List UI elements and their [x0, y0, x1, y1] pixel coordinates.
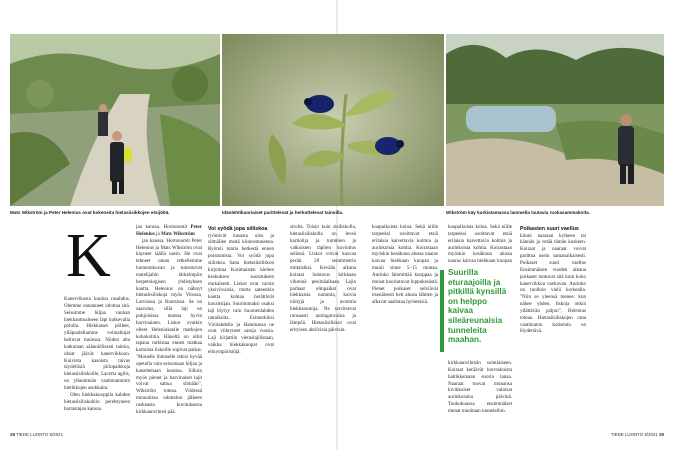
- photo-beetles: [222, 34, 444, 206]
- article-column-4: [290, 224, 356, 420]
- paragraph: kirkkaanvihreän sointiaiseen. Koiraat keräävät horroskoista haltikkeinaan suoria lanaa. Naaraat tuovat munansa kivikkoiset valoisat aurinkoisina päivinä. Toukokuussa ensimmäiset munat munitaan tunneleihin.: [448, 360, 512, 414]
- pullquote: Suurilla eturaajoilla ja pitkillä kynsillä on helppo kaivaa sileäreunaisia tunneleita maahan.: [448, 268, 507, 345]
- paragraph: jan kanssa. Hortonomit Peter Helenius ja Mats Wikström ovat käyneet täällä usein. He ovat tehneet oman retkellemme luonnonkuvan ja tutustuivat matelijahin tärkeimpiin herpetologisen yhdistyksen kautta. Helenius on nähnyt hietasiisiliskoja myös Virossa, Latviassa ja Ruotsissa. Se on saavutus, sillä laji on pohjoisissa maissa hyvin harvinainen. Liskot ovatkin olleet Heleniukselle matkojen kohokohtia. Häneltä on ollut tapana tarkistaa ennen matkaa kartoista liskoille sopivat paikat. "Monelle ihmiselle tekisi hyvää opetella vain seisomaan hiljaa ja katselemaan luontoa. Silloin myös pienet ja harvinaiset lajit voivat sattua silmään", Wikström toteaa. Viidessä minuutissa odottelun jälkeen ruskeasta kuvituksesta kirkkaanvihreä pää.: [136, 237, 202, 415]
- caption-right: Wikström käy kurkistamassa lammella lautavia ruokasammakoita.: [446, 210, 590, 215]
- pullquote-rule: [440, 270, 444, 352]
- issue-right: 5/2021: [644, 432, 658, 437]
- article-column-5: [372, 224, 438, 420]
- photo-pond: [446, 34, 664, 206]
- paragraph: Kanervikosta kuuluu rasahdus. Olemme onnanneet odottaa sitä. Seisomme hiljaa vanhan hiekkaottoalueen läpi kulkevalla polulla. Hiekkaiset pölleet, ylläpuolellamme voimalinjat heiluvat tuulessa. Niiden alta katkotaan säännöllisesti taimia, oksat jäävät kanervikkoon. Kuivista kasoista taivas täydellisiä piilopaikkoja hietasiisiliskoille, Lacerta agilis, on ylkeimmän vaatimattomin hietikkojen asukkaita.: [64, 296, 130, 391]
- name-mats-wikstrom: Mats Wikström: [160, 230, 195, 237]
- article-column-3: [208, 224, 274, 420]
- photo-men-walking-image: [10, 34, 220, 206]
- folio-left: [10, 432, 63, 437]
- magazine-name-right: TIEDE LUONTO: [610, 432, 644, 437]
- folio-right: [611, 432, 664, 437]
- photo-beetles-image: [222, 34, 444, 206]
- magazine-name-left: TIEDE LUONTO: [16, 432, 49, 437]
- paragraph: koapaikoista koloa. Sekä niille tarpeeksi osoittavat etsiä erilaisia kaivettavia kolmia ja aurinkoisia kohtia. Koirastaan myöskin kesäkuun alussa naaras kaivaa hiekkaan kuopan ja munii sinne 5–15 munaa. Aurinko lämmittää kuoppaa ja munat kuoriutuvat loppukesästä. Pienet poikaset selviävät itsenäisesti heti alusta lähtien ja alkavat saalistaa hyönteisiä.: [372, 224, 438, 306]
- article-column-1: [64, 296, 130, 420]
- article-column-2: [136, 224, 202, 420]
- article-column-7: [520, 224, 586, 420]
- paragraph: [136, 224, 202, 238]
- caption-left: Mats Wikström ja Peter Helenius ovat kokeneita hietasiisikkojen etsijöitä.: [10, 210, 170, 215]
- photo-men-walking: [10, 34, 220, 206]
- article-column-6-bottom: [448, 360, 512, 420]
- paragraph: Olen hiekkakuoppila kahden hietasiisiliskohiin perehtyneen harrastajan kanssa.: [64, 391, 130, 412]
- subhead-voi-syoda: Voi syödä jopa siiliskoa: [208, 226, 268, 232]
- name-peter-helenius: Peter Helenius: [136, 224, 202, 237]
- paragraph: koapaikoista koloa. Sekä niille tarpeeksi osoittavat etsiä erilaisia kaivettavia kolmia ja aurinkoisia kohtia. Koirastaan myöskin kesäkuun alussa naaras kaivaa hiekkaan kuopan: [448, 224, 512, 264]
- caption-middle: Idänlehtikuoriaiset parittelevat ja herkuttelevat tainoilla.: [222, 210, 344, 215]
- article-column-6-top: [448, 224, 512, 264]
- photo-pond-image: [446, 34, 664, 206]
- paragraph: ryömivät kasasta ulos ja silmäilee meitä kiinnostuneena. Ryömii tuntia hetkestä ennen poistumista. Voi syödä jopa siiliskoa Sana hietasiisiliskon kirjoittaa Kotimaisten kielten keskuksen suosituksen mukaisesti. Liskot ovat varsin yksiviivaisia, mutta sateenkin kautta kohtaa herättävät havaitsijan. Suurimmaksi osaksi laji löytyy vain Suomenlahden rannikolta. Esimerkiksi Virolahdella ja Haminassa ne ovat viihtyneet satoja vuosia. Laji kirjattiin vieraslajilistaan, vaikka hiekkakuopat ovat elinympäristöjä.: [208, 232, 274, 355]
- col2-mid: ja: [154, 230, 161, 237]
- page-number-right: 29: [659, 432, 664, 437]
- drop-cap: K: [66, 222, 111, 290]
- paragraph: kiinni naaraan kylkeen tai hännän ja vetää tämän koskeen. Koiraat ja naaraat voivat parittua usein samanaikaisesti. Poikaset suuri vaellus Ensimmäisen vuoden aikana poikaset tuntuvat sitä kuin koko kanervikkoa vaeltavan. Aurinko on tuolloin vielä korkealla. "Niin se yleensä menee: kun näkee yhden, liskoja onkin yllättävän paljon", Helenius toteaa. Hietasiisiliskojen oma vaatimaton kotiseutu on löydettävä.: [520, 232, 586, 335]
- issue-left: 5/2021: [49, 432, 64, 437]
- page-number-left: 28: [10, 432, 15, 437]
- paragraph: sirolta. Toisin kuin sisiliskolla, hietasiisiliskolla on leveä kartiolija ja tummien ja valkoisten täplien kuvioitus selässä. Liskot voivat kasvaa peräti 20 senttimetrin mittaisiksi. Kevään aikana koiraat hohtavat kirkkaan vihreinä pesimäaikaan. Lajin parhaat elinpaikat ovat hiekkaisia nummia, kuivia niittyjä ja avoimia hiekkarantoja. Ne tarvitsevat runsaasti auringonvaloa ja lämpöä. Hietasiisiliskot ovat erityisen aktiivisia päivisin.: [290, 224, 356, 333]
- subhead-poikasten: Poikasten suuri vaellus: [520, 226, 579, 232]
- col2-lead: jan kanssa. Hortonomit: [136, 224, 191, 230]
